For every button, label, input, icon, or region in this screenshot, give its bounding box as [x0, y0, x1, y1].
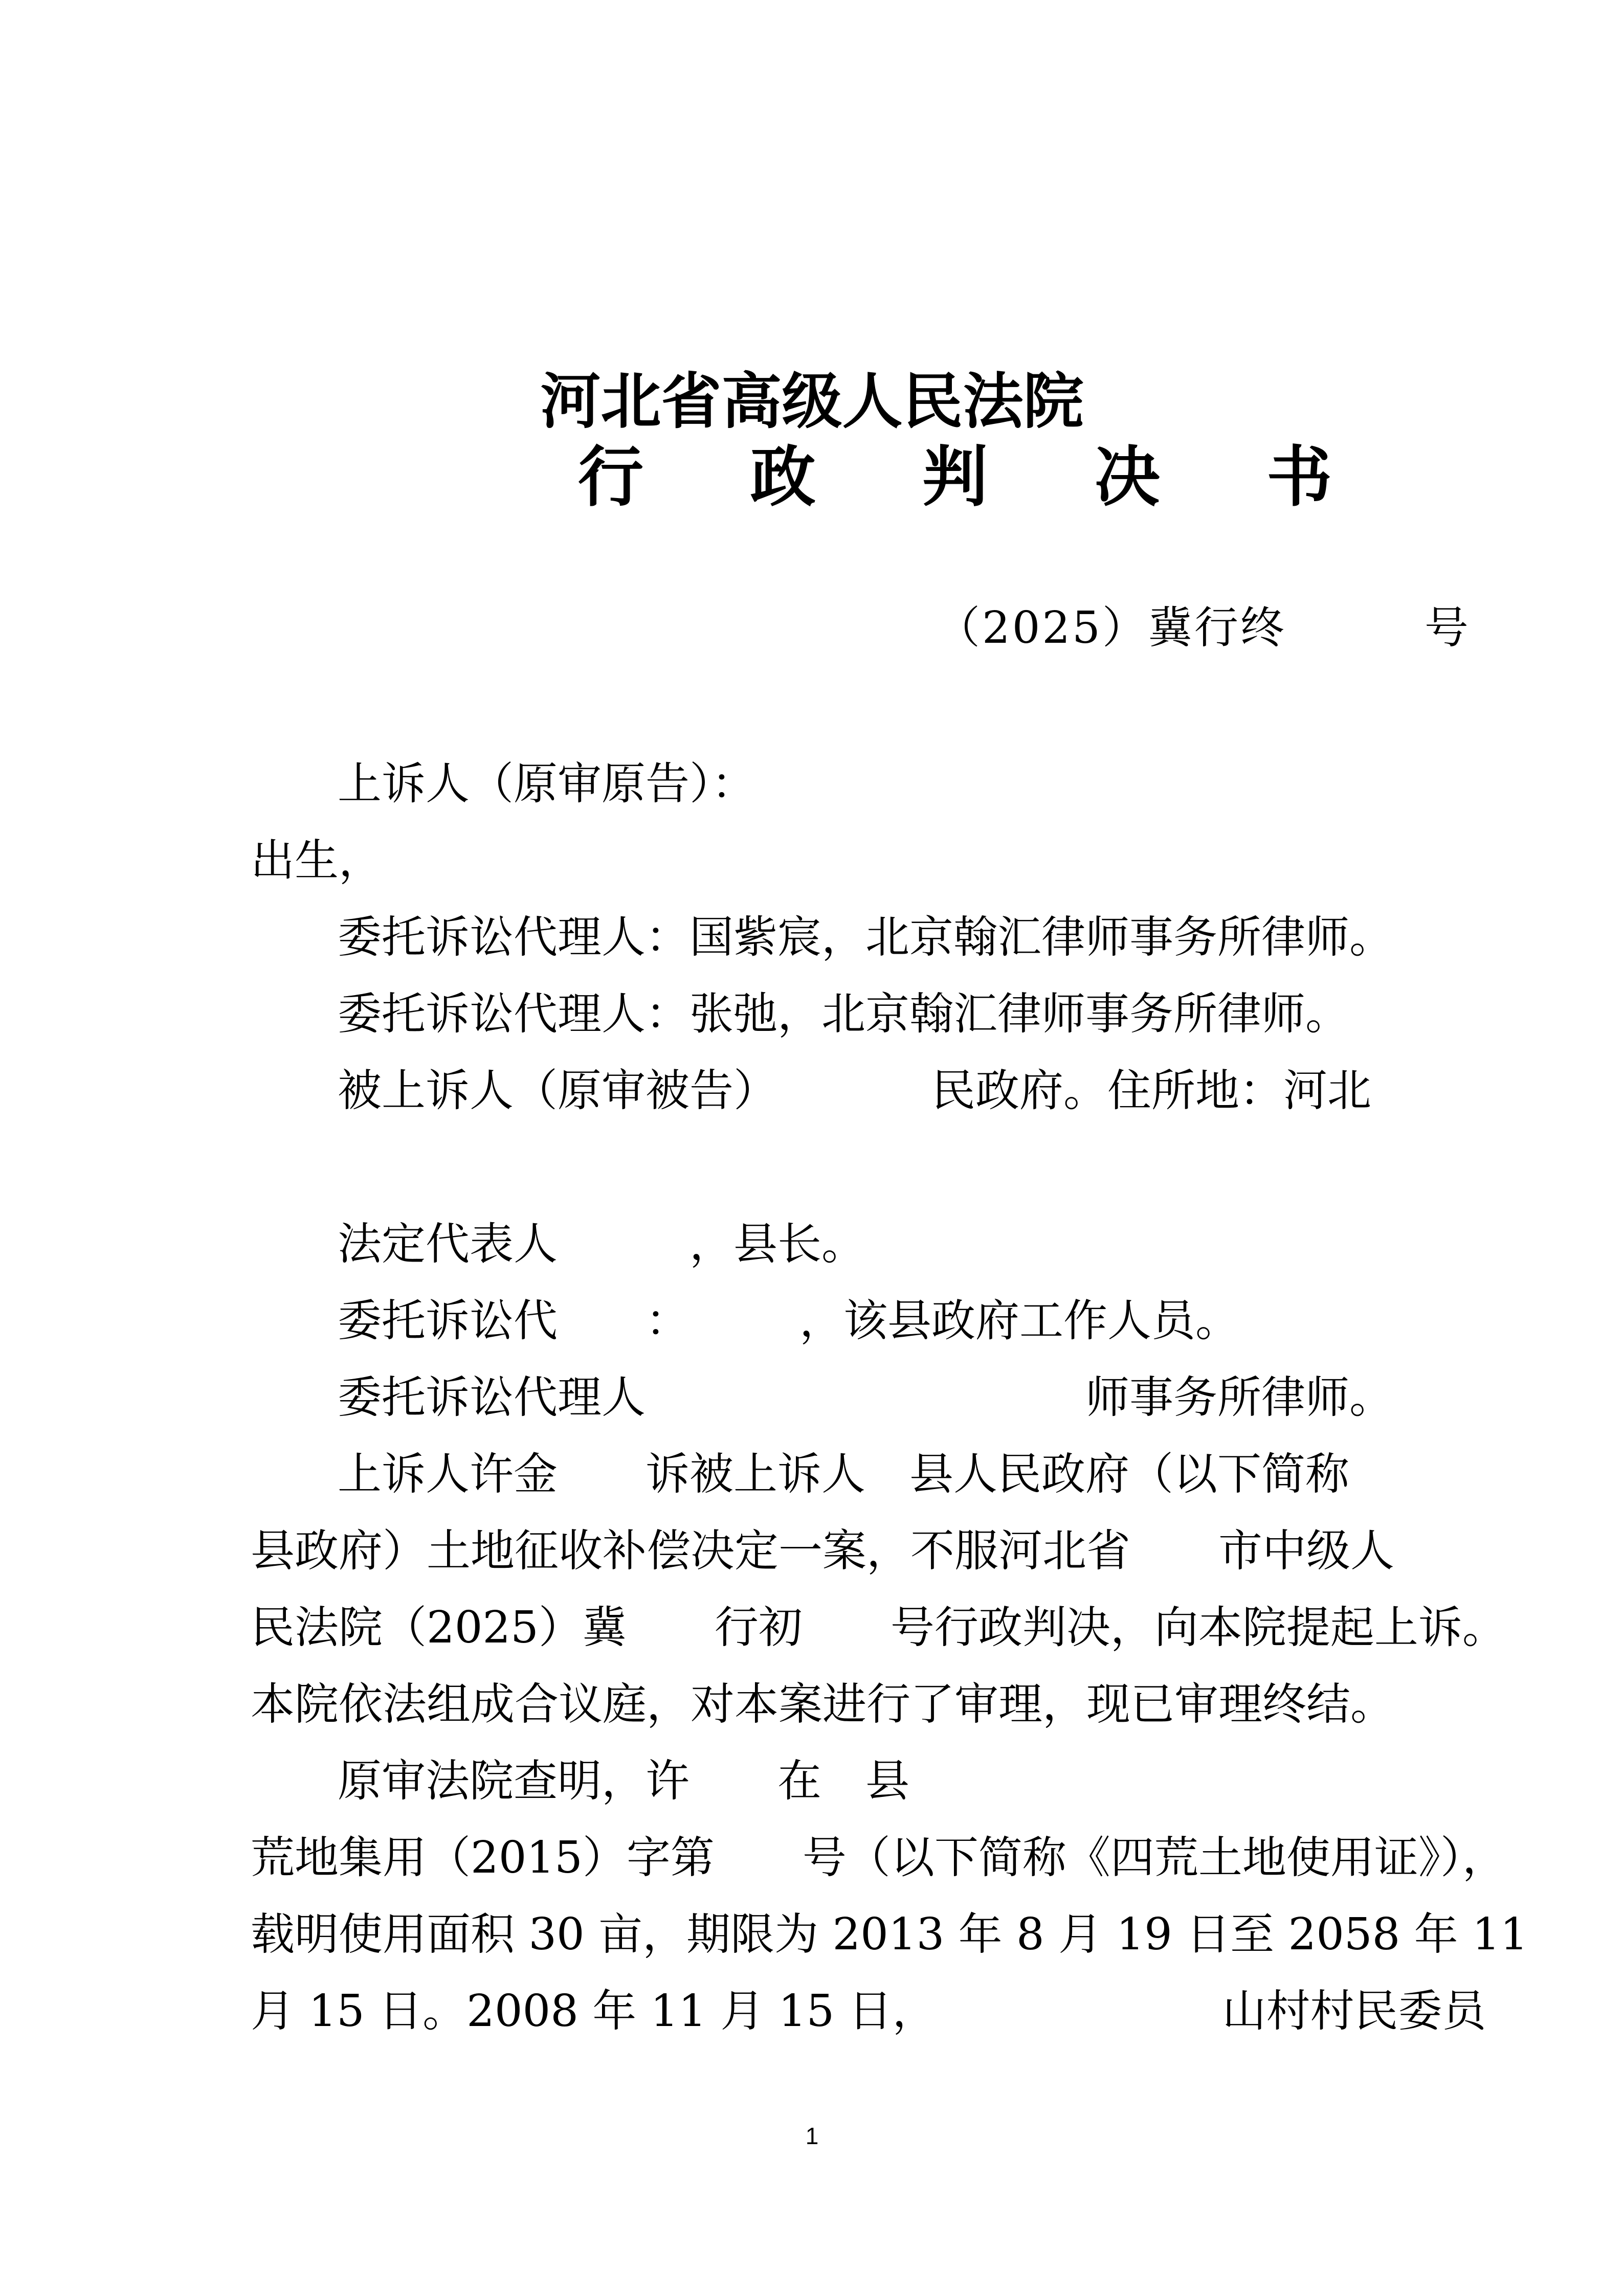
document-type: 行 政 判 决 书 — [578, 439, 1374, 515]
appellee-line: 被上诉人（原审被告） 民政府。住所地：河北 — [338, 1065, 1371, 1116]
agent-line-1: 委托诉讼代理人：国紫宸，北京翰汇律师事务所律师。 — [338, 912, 1393, 963]
appellant-birth-line: 出生， — [251, 835, 383, 886]
paragraph-line: 民法院（2025）冀 行初 号行政判决，向本院提起上诉。 — [251, 1602, 1506, 1653]
agent-line-2: 委托诉讼代理人：张弛，北京翰汇律师事务所律师。 — [338, 988, 1349, 1040]
legal-rep-line: 法定代表人 ，县长。 — [338, 1219, 865, 1270]
page-number: 1 — [805, 2123, 819, 2149]
paragraph-line: 县政府）土地征收补偿决定一案，不服河北省 市中级人 — [251, 1525, 1394, 1577]
paragraph-line: 上诉人许金 诉被上诉人 县人民政府（以下简称 — [338, 1449, 1349, 1500]
paragraph-line: 原审法院查明，许 在 县 — [338, 1755, 909, 1807]
appellee-agent-line-2: 委托诉讼代理人 师事务所律师。 — [338, 1372, 1393, 1423]
paragraph-line: 荒地集用（2015）字第 号（以下简称《四荒土地使用证》）， — [251, 1832, 1506, 1883]
paragraph-line: 月 15 日。2008 年 11 月 15 日， 山村村民委员 — [251, 1986, 1486, 2037]
court-name: 河北省高级人民法院 — [540, 366, 1084, 437]
paragraph-line: 载明使用面积 30 亩，期限为 2013 年 8 月 19 日至 2058 年 11 — [251, 1909, 1528, 1960]
appellant-line: 上诉人（原审原告）： — [338, 758, 755, 809]
appellee-agent-line-1: 委托诉讼代 ： ，该县政府工作人员。 — [338, 1295, 1239, 1346]
paragraph-line: 本院依法组成合议庭，对本案进行了审理，现已审理终结。 — [251, 1679, 1394, 1730]
case-number: （2025）冀行终 号 — [936, 602, 1471, 654]
